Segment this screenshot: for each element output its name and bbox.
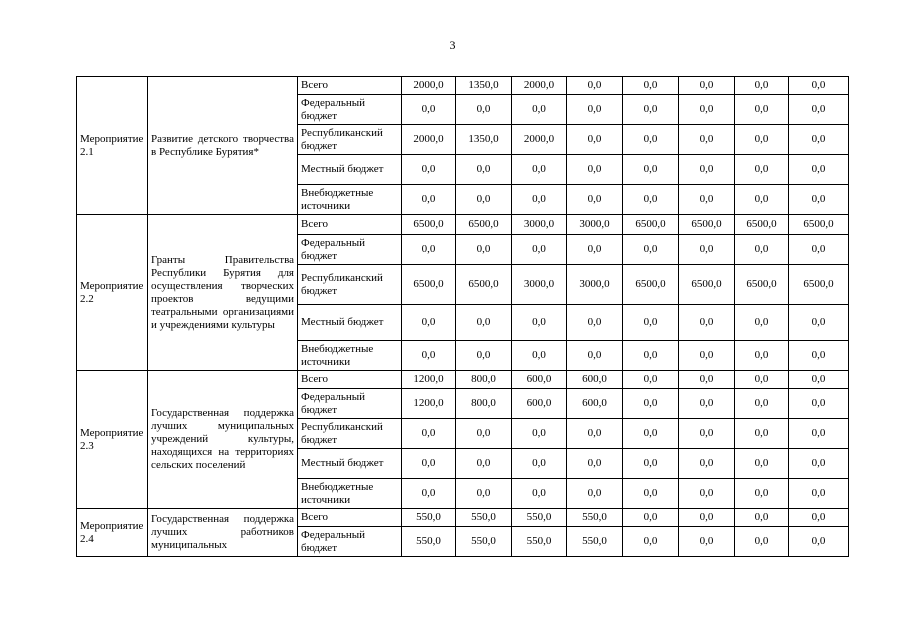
amount-cell: 0,0 bbox=[679, 449, 735, 479]
amount-cell: 0,0 bbox=[735, 509, 789, 527]
funding-source: Федеральный бюджет bbox=[298, 95, 402, 125]
amount-cell: 0,0 bbox=[512, 235, 567, 265]
funding-source: Республиканский бюджет bbox=[298, 265, 402, 305]
funding-source: Республиканский бюджет bbox=[298, 125, 402, 155]
funding-source: Всего bbox=[298, 371, 402, 389]
amount-cell: 0,0 bbox=[735, 95, 789, 125]
amount-cell: 6500,0 bbox=[789, 215, 849, 235]
amount-cell: 0,0 bbox=[567, 185, 623, 215]
amount-cell: 1200,0 bbox=[402, 371, 456, 389]
budget-table bbox=[76, 76, 849, 557]
amount-cell: 0,0 bbox=[623, 95, 679, 125]
amount-cell: 0,0 bbox=[735, 527, 789, 557]
amount-cell: 0,0 bbox=[512, 449, 567, 479]
amount-cell: 2000,0 bbox=[512, 77, 567, 95]
page-number: 3 bbox=[449, 38, 456, 52]
amount-cell: 800,0 bbox=[456, 389, 512, 419]
amount-cell: 0,0 bbox=[735, 341, 789, 371]
amount-cell: 0,0 bbox=[567, 419, 623, 449]
funding-source: Федеральный бюджет bbox=[298, 389, 402, 419]
amount-cell: 6500,0 bbox=[735, 265, 789, 305]
amount-cell: 0,0 bbox=[679, 155, 735, 185]
amount-cell: 0,0 bbox=[789, 235, 849, 265]
amount-cell: 0,0 bbox=[456, 185, 512, 215]
amount-cell: 600,0 bbox=[512, 389, 567, 419]
amount-cell: 6500,0 bbox=[679, 215, 735, 235]
amount-cell: 0,0 bbox=[679, 419, 735, 449]
amount-cell: 0,0 bbox=[456, 419, 512, 449]
amount-cell: 0,0 bbox=[623, 527, 679, 557]
amount-cell: 0,0 bbox=[679, 95, 735, 125]
funding-source: Всего bbox=[298, 77, 402, 95]
amount-cell: 0,0 bbox=[789, 125, 849, 155]
amount-cell: 0,0 bbox=[567, 95, 623, 125]
amount-cell: 0,0 bbox=[735, 185, 789, 215]
funding-source: Республиканский бюджет bbox=[298, 419, 402, 449]
funding-source: Местный бюджет bbox=[298, 449, 402, 479]
amount-cell: 0,0 bbox=[789, 185, 849, 215]
amount-cell: 0,0 bbox=[456, 95, 512, 125]
amount-cell: 0,0 bbox=[402, 185, 456, 215]
amount-cell: 0,0 bbox=[567, 235, 623, 265]
amount-cell: 550,0 bbox=[567, 527, 623, 557]
amount-cell: 0,0 bbox=[679, 389, 735, 419]
activity-name: Государственная поддержка лучших работников муниципальных bbox=[148, 509, 298, 557]
amount-cell: 0,0 bbox=[735, 305, 789, 341]
funding-source: Местный бюджет bbox=[298, 155, 402, 185]
amount-cell: 0,0 bbox=[402, 479, 456, 509]
amount-cell: 2000,0 bbox=[402, 125, 456, 155]
amount-cell: 3000,0 bbox=[512, 265, 567, 305]
amount-cell: 0,0 bbox=[512, 419, 567, 449]
table-row bbox=[77, 371, 849, 389]
amount-cell: 0,0 bbox=[512, 305, 567, 341]
amount-cell: 0,0 bbox=[567, 449, 623, 479]
amount-cell: 0,0 bbox=[567, 305, 623, 341]
amount-cell: 0,0 bbox=[789, 95, 849, 125]
table-row bbox=[77, 215, 849, 235]
amount-cell: 0,0 bbox=[623, 479, 679, 509]
amount-cell: 0,0 bbox=[623, 419, 679, 449]
amount-cell: 0,0 bbox=[679, 509, 735, 527]
amount-cell: 1350,0 bbox=[456, 125, 512, 155]
amount-cell: 600,0 bbox=[567, 389, 623, 419]
amount-cell: 0,0 bbox=[789, 155, 849, 185]
amount-cell: 0,0 bbox=[679, 305, 735, 341]
funding-source: Всего bbox=[298, 509, 402, 527]
amount-cell: 0,0 bbox=[735, 77, 789, 95]
amount-cell: 0,0 bbox=[512, 341, 567, 371]
table-row bbox=[77, 509, 849, 527]
activity-code: Мероприятие 2.3 bbox=[77, 371, 148, 509]
amount-cell: 0,0 bbox=[623, 449, 679, 479]
amount-cell: 0,0 bbox=[623, 235, 679, 265]
amount-cell: 0,0 bbox=[735, 389, 789, 419]
amount-cell: 0,0 bbox=[789, 305, 849, 341]
amount-cell: 3000,0 bbox=[512, 215, 567, 235]
amount-cell: 0,0 bbox=[789, 509, 849, 527]
activity-name: Государственная поддержка лучших муниципальных учреждений культуры, находящихся на территориях сельских поселений bbox=[148, 371, 298, 509]
funding-source: Внебюджетные источники bbox=[298, 479, 402, 509]
amount-cell: 0,0 bbox=[735, 479, 789, 509]
amount-cell: 0,0 bbox=[512, 155, 567, 185]
activity-code: Мероприятие 2.4 bbox=[77, 509, 148, 557]
amount-cell: 550,0 bbox=[512, 527, 567, 557]
amount-cell: 3000,0 bbox=[567, 215, 623, 235]
amount-cell: 0,0 bbox=[402, 341, 456, 371]
amount-cell: 0,0 bbox=[567, 479, 623, 509]
amount-cell: 6500,0 bbox=[623, 215, 679, 235]
amount-cell: 0,0 bbox=[623, 371, 679, 389]
amount-cell: 6500,0 bbox=[456, 215, 512, 235]
amount-cell: 0,0 bbox=[623, 341, 679, 371]
amount-cell: 0,0 bbox=[623, 185, 679, 215]
amount-cell: 550,0 bbox=[402, 527, 456, 557]
amount-cell: 0,0 bbox=[789, 419, 849, 449]
amount-cell: 0,0 bbox=[735, 155, 789, 185]
amount-cell: 0,0 bbox=[679, 125, 735, 155]
amount-cell: 0,0 bbox=[512, 95, 567, 125]
amount-cell: 0,0 bbox=[679, 185, 735, 215]
amount-cell: 1350,0 bbox=[456, 77, 512, 95]
amount-cell: 600,0 bbox=[567, 371, 623, 389]
amount-cell: 6500,0 bbox=[735, 215, 789, 235]
amount-cell: 0,0 bbox=[789, 479, 849, 509]
amount-cell: 0,0 bbox=[402, 449, 456, 479]
activity-name: Развитие детского творчества в Республике Бурятия* bbox=[148, 77, 298, 215]
amount-cell: 6500,0 bbox=[456, 265, 512, 305]
amount-cell: 0,0 bbox=[623, 305, 679, 341]
amount-cell: 800,0 bbox=[456, 371, 512, 389]
amount-cell: 0,0 bbox=[679, 235, 735, 265]
amount-cell: 0,0 bbox=[567, 77, 623, 95]
funding-source: Внебюджетные источники bbox=[298, 185, 402, 215]
amount-cell: 0,0 bbox=[789, 77, 849, 95]
amount-cell: 0,0 bbox=[456, 155, 512, 185]
funding-source: Федеральный бюджет bbox=[298, 235, 402, 265]
amount-cell: 0,0 bbox=[679, 527, 735, 557]
amount-cell: 0,0 bbox=[456, 341, 512, 371]
amount-cell: 0,0 bbox=[735, 125, 789, 155]
funding-source: Федеральный бюджет bbox=[298, 527, 402, 557]
funding-source: Внебюджетные источники bbox=[298, 341, 402, 371]
amount-cell: 0,0 bbox=[402, 235, 456, 265]
amount-cell: 0,0 bbox=[567, 341, 623, 371]
amount-cell: 0,0 bbox=[623, 77, 679, 95]
amount-cell: 0,0 bbox=[679, 77, 735, 95]
amount-cell: 0,0 bbox=[623, 125, 679, 155]
amount-cell: 0,0 bbox=[679, 479, 735, 509]
amount-cell: 0,0 bbox=[512, 185, 567, 215]
amount-cell: 0,0 bbox=[402, 95, 456, 125]
amount-cell: 0,0 bbox=[567, 155, 623, 185]
amount-cell: 550,0 bbox=[567, 509, 623, 527]
amount-cell: 0,0 bbox=[456, 305, 512, 341]
amount-cell: 0,0 bbox=[512, 479, 567, 509]
amount-cell: 0,0 bbox=[735, 419, 789, 449]
amount-cell: 550,0 bbox=[456, 527, 512, 557]
amount-cell: 0,0 bbox=[679, 371, 735, 389]
amount-cell: 0,0 bbox=[402, 305, 456, 341]
amount-cell: 550,0 bbox=[402, 509, 456, 527]
activity-code: Мероприятие 2.2 bbox=[77, 215, 148, 371]
amount-cell: 0,0 bbox=[456, 449, 512, 479]
amount-cell: 0,0 bbox=[456, 479, 512, 509]
amount-cell: 6500,0 bbox=[679, 265, 735, 305]
amount-cell: 0,0 bbox=[789, 371, 849, 389]
amount-cell: 0,0 bbox=[679, 341, 735, 371]
table-body bbox=[77, 77, 849, 557]
amount-cell: 0,0 bbox=[789, 389, 849, 419]
amount-cell: 0,0 bbox=[735, 235, 789, 265]
amount-cell: 0,0 bbox=[402, 419, 456, 449]
amount-cell: 2000,0 bbox=[402, 77, 456, 95]
amount-cell: 0,0 bbox=[402, 155, 456, 185]
activity-code: Мероприятие 2.1 bbox=[77, 77, 148, 215]
funding-source: Всего bbox=[298, 215, 402, 235]
amount-cell: 0,0 bbox=[456, 235, 512, 265]
amount-cell: 6500,0 bbox=[402, 265, 456, 305]
table-row bbox=[77, 77, 849, 95]
activity-name: Гранты Правительства Республики Бурятия для осуществления творческих проектов ведущими театральными организациями и учреждениями культуры bbox=[148, 215, 298, 371]
amount-cell: 1200,0 bbox=[402, 389, 456, 419]
amount-cell: 550,0 bbox=[456, 509, 512, 527]
amount-cell: 0,0 bbox=[623, 389, 679, 419]
amount-cell: 6500,0 bbox=[402, 215, 456, 235]
amount-cell: 6500,0 bbox=[789, 265, 849, 305]
amount-cell: 3000,0 bbox=[567, 265, 623, 305]
amount-cell: 0,0 bbox=[567, 125, 623, 155]
amount-cell: 6500,0 bbox=[623, 265, 679, 305]
amount-cell: 0,0 bbox=[735, 449, 789, 479]
amount-cell: 0,0 bbox=[789, 527, 849, 557]
amount-cell: 0,0 bbox=[623, 509, 679, 527]
funding-source: Местный бюджет bbox=[298, 305, 402, 341]
amount-cell: 0,0 bbox=[623, 155, 679, 185]
amount-cell: 2000,0 bbox=[512, 125, 567, 155]
amount-cell: 0,0 bbox=[789, 341, 849, 371]
amount-cell: 600,0 bbox=[512, 371, 567, 389]
amount-cell: 0,0 bbox=[789, 449, 849, 479]
amount-cell: 0,0 bbox=[735, 371, 789, 389]
amount-cell: 550,0 bbox=[512, 509, 567, 527]
